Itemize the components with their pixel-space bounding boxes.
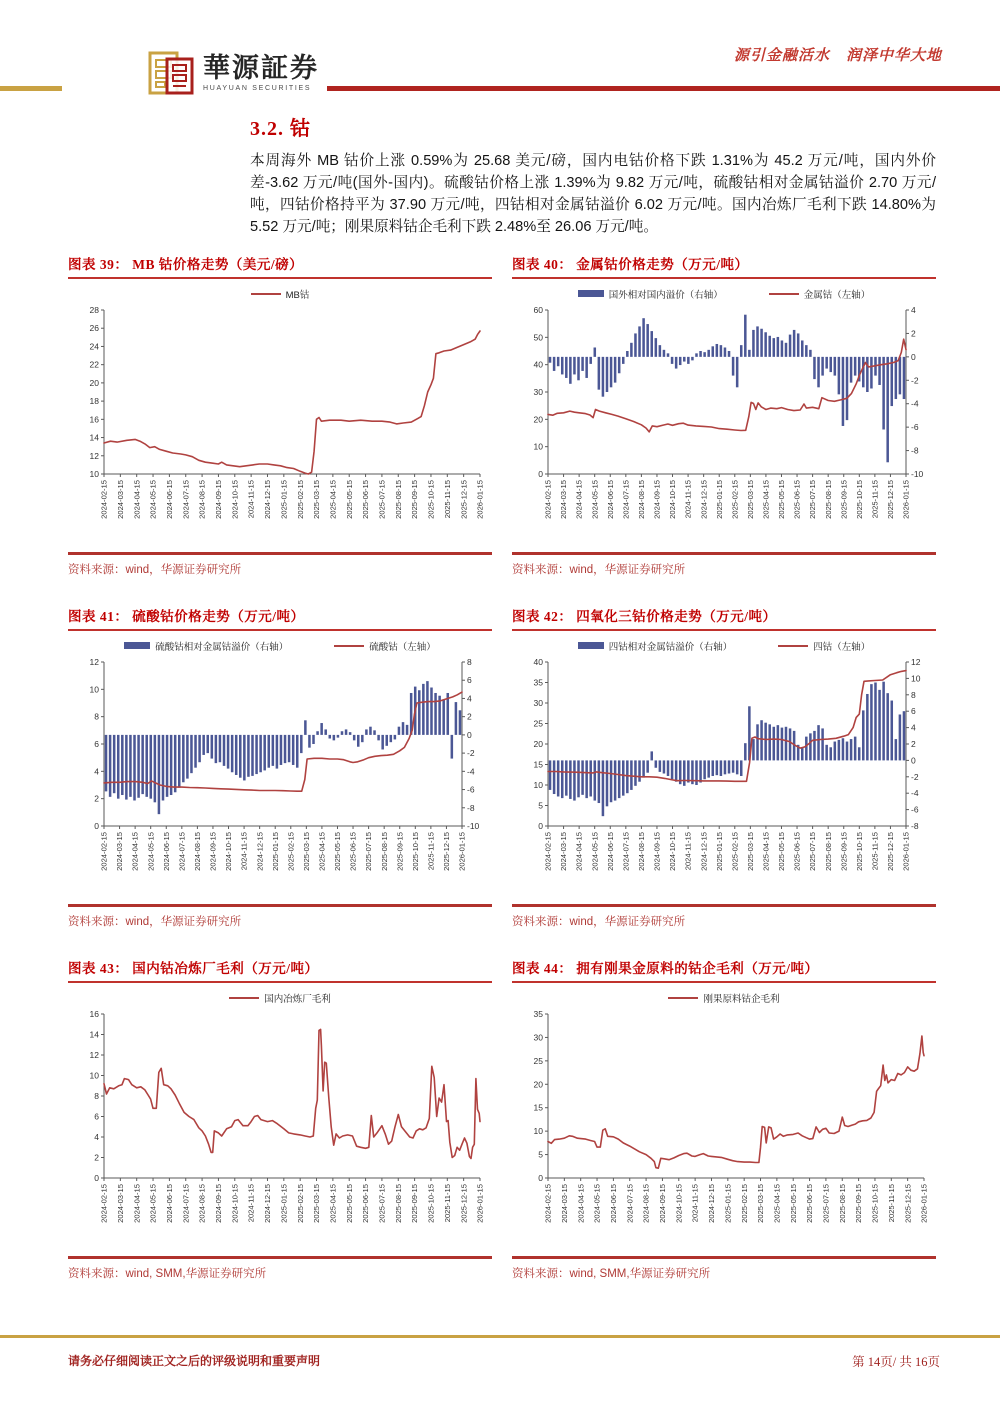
legend-item — [334, 639, 436, 653]
svg-text:6: 6 — [467, 674, 472, 685]
svg-text:16: 16 — [89, 1008, 99, 1019]
figure-40-source: 资料来源：wind，华源证券研究所 — [512, 552, 936, 577]
svg-text:10: 10 — [89, 468, 99, 479]
svg-text:2024-02-15: 2024-02-15 — [99, 479, 109, 519]
svg-text:2025-12-15: 2025-12-15 — [459, 479, 469, 519]
svg-text:0: 0 — [538, 468, 543, 479]
figure-39-title: 图表 39： MB 钴价格走势（美元/磅） — [68, 253, 492, 279]
svg-text:26: 26 — [89, 322, 99, 333]
svg-text:16: 16 — [89, 413, 99, 424]
svg-text:2025-09-15: 2025-09-15 — [395, 831, 405, 871]
legend-item — [769, 287, 871, 301]
svg-text:-4: -4 — [467, 765, 475, 776]
svg-text:2025-11-15: 2025-11-15 — [870, 479, 880, 518]
svg-text:2026-01-15: 2026-01-15 — [475, 1183, 485, 1223]
svg-text:30: 30 — [533, 697, 543, 708]
svg-text:2024-05-15: 2024-05-15 — [148, 479, 158, 519]
svg-text:-2: -2 — [911, 771, 919, 782]
svg-text:2025-09-15: 2025-09-15 — [839, 479, 849, 519]
svg-text:2025-10-15: 2025-10-15 — [426, 479, 436, 519]
chart-41-cobalt-sulfate — [68, 654, 492, 900]
svg-text:20: 20 — [89, 377, 99, 388]
figure-40 — [512, 253, 936, 577]
svg-text:12: 12 — [89, 450, 99, 461]
figure-43-source: 资料来源：wind, SMM,华源证券研究所 — [68, 1256, 492, 1281]
svg-text:2025-01-15: 2025-01-15 — [279, 479, 289, 519]
chart-40-metal-cobalt — [512, 302, 936, 548]
svg-text:2025-04-15: 2025-04-15 — [328, 479, 338, 519]
svg-text:2024-11-15: 2024-11-15 — [246, 479, 256, 518]
svg-text:2025-06-15: 2025-06-15 — [361, 1183, 371, 1223]
svg-text:2024-12-15: 2024-12-15 — [707, 1183, 717, 1223]
chart-43-smelter-margin — [68, 1006, 492, 1252]
legend-item — [229, 991, 331, 1005]
legend-bar-swatch-icon — [124, 642, 150, 649]
svg-text:30: 30 — [533, 1031, 543, 1042]
svg-text:2025-07-15: 2025-07-15 — [377, 479, 387, 519]
svg-text:10: 10 — [911, 672, 921, 683]
figure-40-title: 图表 40： 金属钴价格走势（万元/吨） — [512, 253, 936, 279]
logo-text — [203, 54, 319, 93]
svg-text:2025-08-15: 2025-08-15 — [393, 1183, 403, 1223]
svg-text:2024-06-15: 2024-06-15 — [164, 1183, 174, 1223]
svg-text:2025-09-15: 2025-09-15 — [854, 1183, 864, 1223]
svg-text:2025-12-15: 2025-12-15 — [442, 831, 452, 871]
legend-bar-swatch-icon — [578, 642, 604, 649]
svg-text:2025-11-15: 2025-11-15 — [886, 1183, 896, 1222]
svg-text:2025-03-15: 2025-03-15 — [756, 1183, 766, 1223]
svg-text:2025-06-15: 2025-06-15 — [805, 1183, 815, 1223]
svg-text:2025-05-15: 2025-05-15 — [333, 831, 343, 871]
svg-text:2024-02-15: 2024-02-15 — [99, 1183, 109, 1223]
svg-text:40: 40 — [533, 656, 543, 667]
svg-text:6: 6 — [94, 1111, 99, 1122]
legend-item — [578, 287, 723, 301]
legend-item — [578, 639, 733, 653]
svg-text:2024-03-15: 2024-03-15 — [115, 479, 125, 519]
svg-text:2025-05-15: 2025-05-15 — [777, 479, 787, 519]
legend-item — [251, 287, 310, 301]
legend-label: 金属钴（左轴） — [803, 289, 871, 301]
svg-text:4: 4 — [94, 765, 99, 776]
svg-text:2025-02-15: 2025-02-15 — [295, 1183, 305, 1223]
figure-44-legend — [512, 991, 936, 1005]
svg-text:14: 14 — [89, 432, 99, 443]
page-number: 第 14页/ 共 16页 — [852, 1355, 940, 1369]
section-paragraph: 本周海外 MB 钴价上涨 0.59%为 25.68 美元/磅，国内电钴价格下跌 1.31%为 45.2 万元/吨，国内外价差-3.62 万元/吨(国外-国内)。硫酸钴价格上涨 1.39%为 9.82 万元/吨，硫酸钴相对金属钴溢价 2.70 万元/吨，四钴价格持平为 37.90 万元/吨，四钴相对金属钴溢价 6.02 万元/吨。国内冶炼厂毛利下跌 14.80%为 5.52 万元/吨；刚果原料钴企毛利下跌 2.48%至 26.06 万元/吨。 — [250, 153, 936, 235]
svg-text:20: 20 — [533, 738, 543, 749]
svg-text:5: 5 — [538, 800, 543, 811]
svg-text:2024-09-15: 2024-09-15 — [208, 831, 218, 871]
svg-text:2024-08-15: 2024-08-15 — [192, 831, 202, 871]
legend-line-swatch-icon — [229, 997, 259, 999]
figure-40-legend — [512, 287, 936, 301]
svg-text:2025-10-15: 2025-10-15 — [870, 1183, 880, 1223]
legend-label: 四钴（左轴） — [813, 641, 871, 653]
chart-44-congo-margin — [512, 1006, 936, 1252]
figure-43-title: 图表 43： 国内钴冶炼厂毛利（万元/吨） — [68, 957, 492, 983]
svg-text:2024-02-15: 2024-02-15 — [543, 479, 553, 519]
svg-text:-10: -10 — [467, 820, 480, 831]
svg-text:2024-09-15: 2024-09-15 — [658, 1183, 668, 1223]
svg-text:8: 8 — [94, 1090, 99, 1101]
svg-text:2024-10-15: 2024-10-15 — [668, 831, 678, 871]
svg-text:2: 2 — [94, 793, 99, 804]
svg-text:2025-07-15: 2025-07-15 — [808, 479, 818, 519]
svg-text:2025-06-15: 2025-06-15 — [792, 479, 802, 519]
svg-text:2025-05-15: 2025-05-15 — [344, 1183, 354, 1223]
svg-text:10: 10 — [89, 683, 99, 694]
svg-text:2025-10-15: 2025-10-15 — [854, 831, 864, 871]
svg-text:2024-07-15: 2024-07-15 — [181, 1183, 191, 1223]
svg-text:2025-07-15: 2025-07-15 — [364, 831, 374, 871]
red-divider-line — [292, 86, 1000, 91]
svg-text:2025-08-15: 2025-08-15 — [837, 1183, 847, 1223]
svg-text:2024-09-15: 2024-09-15 — [652, 831, 662, 871]
svg-text:-8: -8 — [911, 445, 919, 456]
gold-divider-segment — [0, 86, 62, 91]
svg-text:2024-07-15: 2024-07-15 — [621, 479, 631, 519]
svg-text:2024-10-15: 2024-10-15 — [668, 479, 678, 519]
svg-text:2025-04-15: 2025-04-15 — [328, 1183, 338, 1223]
svg-text:2024-05-15: 2024-05-15 — [590, 479, 600, 519]
svg-text:2025-12-15: 2025-12-15 — [903, 1183, 913, 1223]
figure-39-source: 资料来源：wind，华源证券研究所 — [68, 552, 492, 577]
svg-text:2025-10-15: 2025-10-15 — [410, 831, 420, 871]
figure-41-legend — [68, 639, 492, 653]
svg-text:2025-10-15: 2025-10-15 — [854, 479, 864, 519]
svg-text:2024-04-15: 2024-04-15 — [574, 479, 584, 519]
svg-text:2025-05-15: 2025-05-15 — [344, 479, 354, 519]
svg-text:2025-04-15: 2025-04-15 — [772, 1183, 782, 1223]
footer-disclaimer: 请务必仔细阅读正文之后的评级说明和重要声明 — [68, 1354, 321, 1368]
svg-text:2024-12-15: 2024-12-15 — [255, 831, 265, 871]
svg-text:15: 15 — [533, 759, 543, 770]
svg-text:4: 4 — [911, 722, 916, 733]
svg-text:2: 2 — [467, 711, 472, 722]
svg-text:2024-05-15: 2024-05-15 — [146, 831, 156, 871]
footer-row — [68, 1352, 940, 1370]
svg-text:2025-08-15: 2025-08-15 — [379, 831, 389, 871]
logo-english-name: HUAYUAN SECURITIES — [203, 85, 312, 93]
svg-text:2024-04-15: 2024-04-15 — [574, 831, 584, 871]
svg-text:2025-01-15: 2025-01-15 — [270, 831, 280, 871]
legend-label: 国内冶炼厂毛利 — [264, 993, 331, 1005]
svg-text:8: 8 — [911, 689, 916, 700]
svg-text:24: 24 — [89, 341, 99, 352]
svg-text:2024-10-15: 2024-10-15 — [674, 1183, 684, 1223]
svg-text:2024-05-15: 2024-05-15 — [590, 831, 600, 871]
svg-text:-10: -10 — [911, 468, 924, 479]
svg-text:2024-02-15: 2024-02-15 — [543, 831, 553, 871]
svg-text:2025-04-15: 2025-04-15 — [761, 831, 771, 871]
svg-text:2024-06-15: 2024-06-15 — [605, 479, 615, 519]
legend-item — [778, 639, 870, 653]
svg-text:-4: -4 — [911, 398, 919, 409]
svg-text:2024-04-15: 2024-04-15 — [132, 1183, 142, 1223]
svg-text:2025-07-15: 2025-07-15 — [808, 831, 818, 871]
svg-text:35: 35 — [533, 677, 543, 688]
svg-text:2024-05-15: 2024-05-15 — [148, 1183, 158, 1223]
svg-text:14: 14 — [89, 1029, 99, 1040]
svg-text:4: 4 — [94, 1131, 99, 1142]
svg-text:10: 10 — [533, 779, 543, 790]
svg-text:8: 8 — [94, 711, 99, 722]
svg-text:2026-01-15: 2026-01-15 — [475, 479, 485, 519]
huayuan-logo — [146, 50, 327, 96]
svg-text:2025-01-15: 2025-01-15 — [279, 1183, 289, 1223]
svg-text:2025-03-15: 2025-03-15 — [745, 479, 755, 519]
brand-slogan: 源引金融活水 润泽中华大地 — [733, 48, 942, 64]
svg-text:2024-04-15: 2024-04-15 — [576, 1183, 586, 1223]
svg-text:-2: -2 — [467, 747, 475, 758]
svg-text:2024-07-15: 2024-07-15 — [621, 831, 631, 871]
svg-text:0: 0 — [538, 1172, 543, 1183]
svg-text:2025-03-15: 2025-03-15 — [312, 479, 322, 519]
svg-text:2025-01-15: 2025-01-15 — [714, 831, 724, 871]
figure-44-source: 资料来源：wind, SMM,华源证券研究所 — [512, 1256, 936, 1281]
svg-text:2026-01-15: 2026-01-15 — [919, 1183, 929, 1223]
svg-text:0: 0 — [94, 820, 99, 831]
svg-text:40: 40 — [533, 359, 543, 370]
legend-line-swatch-icon — [668, 997, 698, 999]
svg-text:2024-03-15: 2024-03-15 — [559, 831, 569, 871]
svg-text:-2: -2 — [911, 374, 919, 385]
legend-line-swatch-icon — [334, 645, 364, 647]
svg-text:18: 18 — [89, 395, 99, 406]
svg-text:2024-03-15: 2024-03-15 — [115, 1183, 125, 1223]
svg-text:2025-07-15: 2025-07-15 — [377, 1183, 387, 1223]
svg-text:2025-06-15: 2025-06-15 — [792, 831, 802, 871]
svg-text:10: 10 — [533, 1125, 543, 1136]
svg-text:0: 0 — [538, 820, 543, 831]
svg-text:2024-02-15: 2024-02-15 — [543, 1183, 553, 1223]
svg-text:2025-01-15: 2025-01-15 — [714, 479, 724, 519]
svg-text:8: 8 — [467, 656, 472, 667]
legend-label: MB钴 — [285, 289, 310, 301]
svg-text:2025-12-15: 2025-12-15 — [886, 479, 896, 519]
figure-42-title: 图表 42： 四氧化三钴价格走势（万元/吨） — [512, 605, 936, 631]
huayuan-seal-logo-icon — [148, 50, 194, 96]
figure-41-title: 图表 41： 硫酸钴价格走势（万元/吨） — [68, 605, 492, 631]
svg-text:2025-10-15: 2025-10-15 — [426, 1183, 436, 1223]
figure-44 — [512, 957, 936, 1281]
svg-text:-6: -6 — [467, 784, 475, 795]
svg-text:-6: -6 — [911, 804, 919, 815]
charts-grid — [68, 253, 936, 1281]
svg-text:-4: -4 — [911, 787, 919, 798]
svg-text:2024-08-15: 2024-08-15 — [636, 831, 646, 871]
svg-text:2025-03-15: 2025-03-15 — [301, 831, 311, 871]
figure-39-legend — [68, 287, 492, 301]
legend-bar-swatch-icon — [578, 290, 604, 297]
svg-text:2024-09-15: 2024-09-15 — [214, 479, 224, 519]
svg-text:2025-05-15: 2025-05-15 — [777, 831, 787, 871]
svg-text:2024-06-15: 2024-06-15 — [161, 831, 171, 871]
svg-text:2025-02-15: 2025-02-15 — [295, 479, 305, 519]
legend-label: 刚果原料钴企毛利 — [703, 993, 780, 1005]
svg-text:4: 4 — [911, 304, 916, 315]
svg-text:2025-08-15: 2025-08-15 — [823, 831, 833, 871]
svg-text:2025-02-15: 2025-02-15 — [739, 1183, 749, 1223]
svg-text:2025-08-15: 2025-08-15 — [393, 479, 403, 519]
svg-text:50: 50 — [533, 331, 543, 342]
figure-41 — [68, 605, 492, 929]
svg-text:2024-11-15: 2024-11-15 — [683, 831, 693, 870]
svg-text:6: 6 — [94, 738, 99, 749]
svg-text:2024-09-15: 2024-09-15 — [214, 1183, 224, 1223]
svg-text:2024-07-15: 2024-07-15 — [181, 479, 191, 519]
svg-text:-8: -8 — [911, 820, 919, 831]
svg-text:2024-10-15: 2024-10-15 — [230, 479, 240, 519]
legend-label: 国外相对国内溢价（右轴） — [608, 289, 723, 301]
svg-text:35: 35 — [533, 1008, 543, 1019]
svg-text:2024-03-15: 2024-03-15 — [559, 479, 569, 519]
svg-text:0: 0 — [94, 1172, 99, 1183]
legend-label: 四钴相对金属钴溢价（右轴） — [608, 641, 733, 653]
figure-39 — [68, 253, 492, 577]
svg-text:0: 0 — [911, 351, 916, 362]
gold-footer-line — [0, 1335, 1000, 1338]
legend-line-swatch-icon — [778, 645, 808, 647]
legend-item — [668, 991, 779, 1005]
figure-41-source: 资料来源：wind，华源证券研究所 — [68, 904, 492, 929]
svg-text:2025-01-15: 2025-01-15 — [723, 1183, 733, 1223]
svg-text:2024-11-15: 2024-11-15 — [239, 831, 249, 870]
svg-text:2025-11-15: 2025-11-15 — [426, 831, 436, 870]
svg-text:2025-02-15: 2025-02-15 — [730, 831, 740, 871]
svg-text:2025-05-15: 2025-05-15 — [788, 1183, 798, 1223]
svg-text:2025-06-15: 2025-06-15 — [361, 479, 371, 519]
legend-label: 硫酸钴相对金属钴溢价（右轴） — [155, 641, 289, 653]
svg-text:10: 10 — [89, 1070, 99, 1081]
svg-text:2024-11-15: 2024-11-15 — [690, 1183, 700, 1222]
svg-text:2025-11-15: 2025-11-15 — [442, 479, 452, 518]
svg-text:0: 0 — [467, 729, 472, 740]
svg-text:2025-09-15: 2025-09-15 — [839, 831, 849, 871]
svg-text:2025-02-15: 2025-02-15 — [730, 479, 740, 519]
svg-text:2024-10-15: 2024-10-15 — [230, 1183, 240, 1223]
svg-text:6: 6 — [911, 705, 916, 716]
report-body — [68, 112, 936, 1281]
svg-text:2024-12-15: 2024-12-15 — [699, 831, 709, 871]
svg-text:2025-11-15: 2025-11-15 — [870, 831, 880, 870]
svg-text:2024-03-15: 2024-03-15 — [115, 831, 125, 871]
svg-text:10: 10 — [533, 441, 543, 452]
svg-text:2024-12-15: 2024-12-15 — [699, 479, 709, 519]
svg-text:25: 25 — [533, 718, 543, 729]
svg-text:0: 0 — [911, 754, 916, 765]
svg-text:60: 60 — [533, 304, 543, 315]
svg-text:2025-04-15: 2025-04-15 — [317, 831, 327, 871]
svg-text:2024-07-15: 2024-07-15 — [177, 831, 187, 871]
legend-line-swatch-icon — [769, 293, 799, 295]
figure-42-legend — [512, 639, 936, 653]
svg-text:2: 2 — [94, 1152, 99, 1163]
logo-chinese-name: 華源証券 — [203, 52, 319, 83]
svg-text:2024-08-15: 2024-08-15 — [641, 1183, 651, 1223]
svg-text:2: 2 — [911, 738, 916, 749]
svg-text:2025-09-15: 2025-09-15 — [410, 479, 420, 519]
svg-text:2024-11-15: 2024-11-15 — [246, 1183, 256, 1222]
legend-label: 硫酸钴（左轴） — [369, 641, 436, 653]
svg-text:28: 28 — [89, 304, 99, 315]
figure-42-source: 资料来源：wind，华源证券研究所 — [512, 904, 936, 929]
svg-text:2024-12-15: 2024-12-15 — [263, 479, 273, 519]
svg-text:2024-08-15: 2024-08-15 — [197, 1183, 207, 1223]
svg-text:2026-01-15: 2026-01-15 — [901, 831, 911, 871]
figure-43-legend — [68, 991, 492, 1005]
svg-text:2: 2 — [911, 327, 916, 338]
svg-text:30: 30 — [533, 386, 543, 397]
svg-text:-8: -8 — [467, 802, 475, 813]
figure-42 — [512, 605, 936, 929]
svg-text:2024-10-15: 2024-10-15 — [224, 831, 234, 871]
svg-text:2026-01-15: 2026-01-15 — [457, 831, 467, 871]
svg-text:2024-04-15: 2024-04-15 — [132, 479, 142, 519]
chart-39-mb-cobalt — [68, 302, 492, 548]
svg-text:25: 25 — [533, 1055, 543, 1066]
svg-text:2025-04-15: 2025-04-15 — [761, 479, 771, 519]
svg-text:2025-12-15: 2025-12-15 — [459, 1183, 469, 1223]
svg-text:2025-09-15: 2025-09-15 — [410, 1183, 420, 1223]
svg-text:4: 4 — [467, 693, 472, 704]
svg-text:2024-11-15: 2024-11-15 — [683, 479, 693, 518]
svg-text:-6: -6 — [911, 421, 919, 432]
svg-text:2024-06-15: 2024-06-15 — [164, 479, 174, 519]
svg-text:2025-07-15: 2025-07-15 — [821, 1183, 831, 1223]
figure-44-title: 图表 44： 拥有刚果金原料的钴企毛利（万元/吨） — [512, 957, 936, 983]
figure-43 — [68, 957, 492, 1281]
svg-text:2025-06-15: 2025-06-15 — [348, 831, 358, 871]
svg-text:2024-02-15: 2024-02-15 — [99, 831, 109, 871]
svg-text:2024-06-15: 2024-06-15 — [605, 831, 615, 871]
svg-text:2024-06-15: 2024-06-15 — [608, 1183, 618, 1223]
svg-text:2024-04-15: 2024-04-15 — [130, 831, 140, 871]
svg-text:2024-03-15: 2024-03-15 — [559, 1183, 569, 1223]
svg-text:20: 20 — [533, 1078, 543, 1089]
svg-text:12: 12 — [89, 1049, 99, 1060]
chart-42-cobalt-oxide — [512, 654, 936, 900]
svg-text:2024-08-15: 2024-08-15 — [636, 479, 646, 519]
svg-text:2025-03-15: 2025-03-15 — [312, 1183, 322, 1223]
svg-text:2024-08-15: 2024-08-15 — [197, 479, 207, 519]
svg-text:22: 22 — [89, 359, 99, 370]
svg-text:2024-07-15: 2024-07-15 — [625, 1183, 635, 1223]
svg-text:2025-11-15: 2025-11-15 — [442, 1183, 452, 1222]
svg-text:12: 12 — [89, 656, 99, 667]
svg-text:2024-09-15: 2024-09-15 — [652, 479, 662, 519]
svg-text:15: 15 — [533, 1102, 543, 1113]
svg-text:5: 5 — [538, 1149, 543, 1160]
svg-text:2025-02-15: 2025-02-15 — [286, 831, 296, 871]
svg-text:20: 20 — [533, 413, 543, 424]
svg-text:2026-01-15: 2026-01-15 — [901, 479, 911, 519]
svg-text:2024-12-15: 2024-12-15 — [263, 1183, 273, 1223]
svg-text:2025-03-15: 2025-03-15 — [745, 831, 755, 871]
legend-item — [124, 639, 288, 653]
svg-text:2025-08-15: 2025-08-15 — [823, 479, 833, 519]
svg-text:2025-12-15: 2025-12-15 — [886, 831, 896, 871]
section-heading: 3.2. 钴 — [250, 118, 311, 140]
svg-text:2024-05-15: 2024-05-15 — [592, 1183, 602, 1223]
svg-text:12: 12 — [911, 656, 921, 667]
legend-line-swatch-icon — [251, 293, 281, 295]
